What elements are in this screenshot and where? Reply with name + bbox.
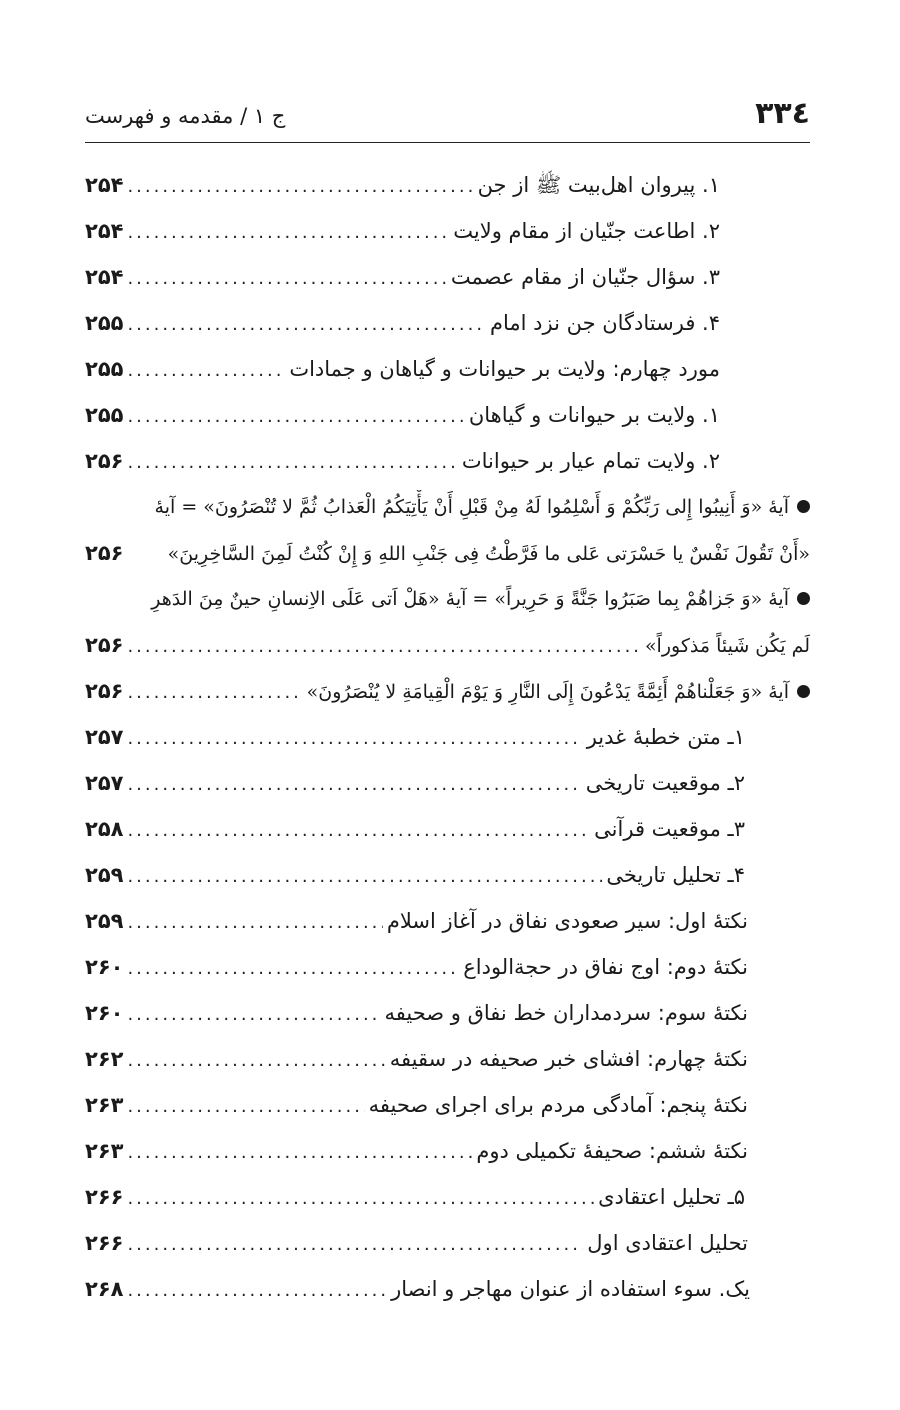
toc-entry (85, 1128, 810, 1174)
leader-dots (127, 1136, 472, 1170)
toc-entry-title: نکتهٔ اول: سیر صعودی نفاق در آغاز اسلام (386, 909, 748, 933)
ayah-line: «أَنْ تَقُولَ نَفْسٌ یا حَسْرَتی عَلی ما فَرَّطْتُ فِی جَنْبِ اللهِ وَ إِنْ کُنْتُ لَمِنَ السَّاخِرِینَ» (167, 543, 810, 565)
toc-entry (85, 1174, 810, 1220)
toc-entry-title: ۲ـ موقعیت تاریخی (585, 771, 745, 795)
toc-entry-page: ۲۵۸ (85, 817, 124, 841)
toc-entry (85, 806, 810, 852)
bullet-icon (797, 592, 810, 605)
toc-entry-page: ۲۶۳ (85, 1093, 124, 1117)
toc-entry-title: ۱. پیروان اهل‌بیت ﷺ از جن (477, 173, 720, 197)
ayah-line: آیهٔ «وَ جَعَلْناهُمْ أَئِمَّةً یَدْعُونَ إِلَی النَّارِ وَ یَوْمَ الْقِیامَةِ لا یُنْصَرُونَ» (306, 681, 789, 703)
leader-dots (127, 1228, 583, 1262)
ayah-entry (85, 484, 810, 530)
leader-dots (127, 400, 464, 434)
toc-entry-title: نکتهٔ سوم: سردمداران خط نفاق و صحیفه (384, 1001, 748, 1025)
leader-dots (127, 262, 446, 296)
toc-entry-page: ۲۵۷ (85, 725, 124, 749)
toc-entry (85, 300, 810, 346)
leader-dots (127, 630, 640, 664)
leader-dots (127, 998, 380, 1032)
toc-entry (85, 760, 810, 806)
toc-entry-title: نکتهٔ ششم: صحیفهٔ تکمیلی دوم (476, 1139, 748, 1163)
toc-entry-title: نکتهٔ پنجم: آمادگی مردم برای اجرای صحیفه (368, 1093, 748, 1117)
leader-dots (127, 676, 302, 710)
toc-entry-page: ۲۵۴ (85, 173, 124, 197)
toc-entry (85, 1036, 810, 1082)
leader-dots (127, 354, 285, 388)
toc-entry (85, 898, 810, 944)
leader-dots (127, 768, 581, 802)
toc-entry-page: ۲۵۶ (85, 541, 124, 565)
toc-entry (85, 392, 810, 438)
toc-entry (85, 208, 810, 254)
leader-dots (127, 860, 602, 894)
toc-entry (85, 162, 810, 208)
leader-dots (127, 952, 459, 986)
toc-entry-title: ۱. ولایت بر حیوانات و گیاهان (468, 403, 720, 427)
toc-entry-page: ۲۵۶ (85, 679, 124, 703)
ayah-entry-continuation (85, 622, 810, 668)
toc-entry-title: ۱ـ متن خطبهٔ غدیر (586, 725, 745, 749)
leader-dots (127, 216, 449, 250)
ayah-entry (85, 668, 810, 714)
ayah-line: آیهٔ «وَ جَزاهُمْ بِما صَبَرُوا جَنَّةً وَ حَرِیراً» = آیهٔ «هَلْ اَتی عَلَی الاِنسانِ حینٌ مِنَ الدَهرِ (151, 588, 789, 610)
toc-entry (85, 852, 810, 898)
toc-entry (85, 438, 810, 484)
toc-entry (85, 714, 810, 760)
toc-entry-page: ۲۵۶ (85, 449, 124, 473)
toc-entry-page: ۲۵۶ (85, 633, 124, 657)
header-divider (85, 142, 810, 143)
toc-entry-title: مورد چهارم: ولایت بر حیوانات و گیاهان و جمادات (289, 357, 720, 381)
toc-entry-page: ۲۵۷ (85, 771, 124, 795)
toc-entry-title: ۳. سؤال جنّیان از مقام عصمت (450, 265, 720, 289)
toc-entry-title: ۲. اطاعت جنّیان از مقام ولایت (453, 219, 720, 243)
leader-dots (127, 906, 382, 940)
toc-entry-title: ۲. ولایت تمام عیار بر حیوانات (461, 449, 720, 473)
toc-entry (85, 254, 810, 300)
toc-entry-page: ۲۶۰ (85, 1001, 124, 1025)
page-header (85, 92, 810, 138)
toc-entry-page: ۲۶۲ (85, 1047, 124, 1071)
ayah-line: لَم یَکُن شَیئاً مَذکوراً» (644, 635, 810, 657)
leader-dots (127, 1274, 387, 1308)
toc-entry-page: ۲۵۴ (85, 265, 124, 289)
toc-entry-page: ۲۶۶ (85, 1185, 124, 1209)
toc-entry-page: ۲۵۴ (85, 219, 124, 243)
leader-dots (127, 1090, 364, 1124)
toc-entry-page: ۲۶۶ (85, 1231, 124, 1255)
toc-entry-title: نکتهٔ چهارم: افشای خبر صحیفه در سقیفه (389, 1047, 748, 1071)
toc-entry-page: ۲۵۹ (85, 863, 124, 887)
toc-entry (85, 990, 810, 1036)
ayah-entry (85, 576, 810, 622)
bullet-icon (797, 685, 810, 698)
toc-entry-page: ۲۵۵ (85, 403, 124, 427)
toc-entry-page: ۲۵۵ (85, 357, 124, 381)
toc-entry-title: ۴. فرستادگان جن نزد امام (489, 311, 720, 335)
toc-entry-page: ۲۶۳ (85, 1139, 124, 1163)
toc-entry (85, 1220, 810, 1266)
toc-entry-page: ۲۵۹ (85, 909, 124, 933)
table-of-contents (85, 162, 810, 1312)
toc-entry (85, 1082, 810, 1128)
leader-dots (127, 1182, 594, 1216)
toc-entry-page: ۲۶۸ (85, 1277, 124, 1301)
toc-entry-title: ۳ـ موقعیت قرآنی (594, 817, 745, 841)
leader-dots (127, 722, 582, 756)
leader-dots (127, 1044, 385, 1078)
toc-entry-title: تحلیل اعتقادی اول (587, 1231, 748, 1255)
toc-entry-title: ۵ـ تحلیل اعتقادی (598, 1185, 745, 1209)
toc-entry-page: ۲۶۰ (85, 955, 124, 979)
bullet-icon (797, 500, 810, 513)
leader-dots (127, 170, 473, 204)
toc-entry (85, 1266, 810, 1312)
toc-entry-title: ۴ـ تحلیل تاریخی (606, 863, 745, 887)
toc-entry-page: ۲۵۵ (85, 311, 124, 335)
toc-entry-title: یک. سوء استفاده از عنوان مهاجر و انصار (391, 1277, 750, 1301)
ayah-line: آیهٔ «وَ أَنِیبُوا إِلی رَبِّکُمْ وَ أَسْلِمُوا لَهُ مِنْ قَبْلِ أَنْ یَأْتِیَکُمُ الْعَذابُ ثُمَّ لا تُنْصَرُونَ» = آیهٔ (154, 496, 789, 518)
leader-dots (127, 308, 486, 342)
ayah-entry-continuation (85, 530, 810, 576)
toc-entry (85, 944, 810, 990)
toc-entry (85, 346, 810, 392)
running-title: ج ۱ / مقدمه و فهرست (85, 104, 286, 128)
leader-dots (127, 446, 457, 480)
page-number: ۳۳٤ (755, 96, 810, 131)
leader-dots (127, 814, 590, 848)
toc-entry-title: نکتهٔ دوم: اوج نفاق در حجةالوداع (463, 955, 748, 979)
